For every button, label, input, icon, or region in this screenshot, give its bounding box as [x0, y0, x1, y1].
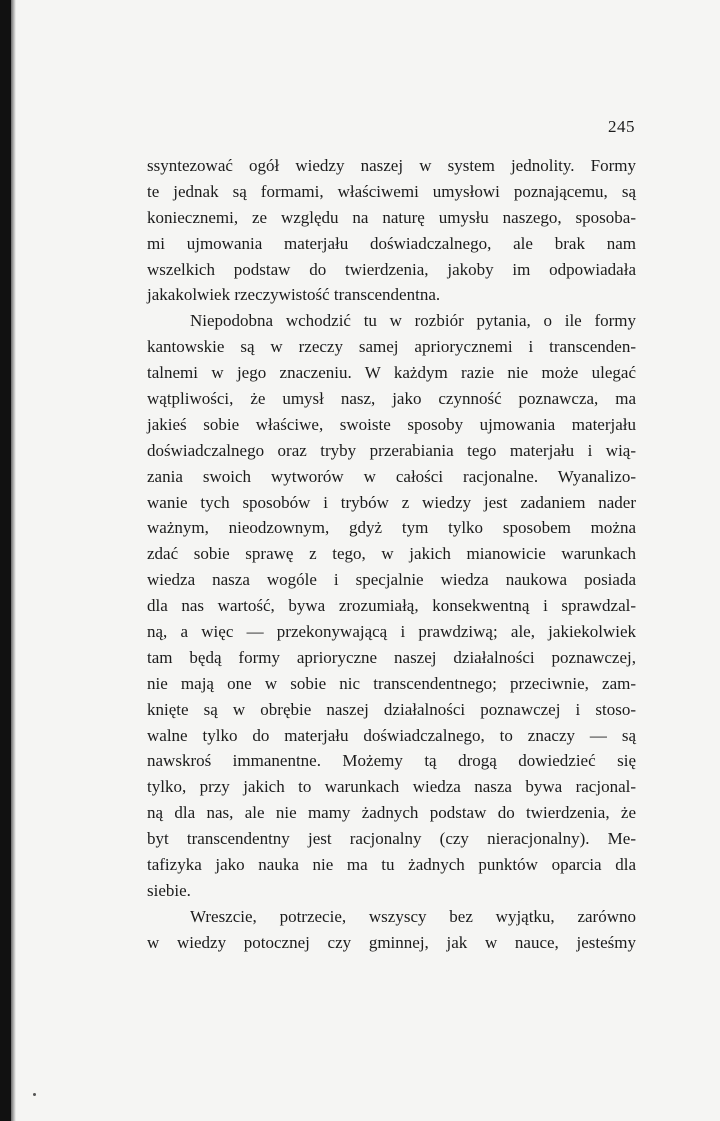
paragraph: [147, 904, 636, 956]
text-line: nawskroś immanentne. Możemy tą drogą dowiedzieć się: [147, 751, 636, 771]
text-line: wanie tych sposobów i trybów z wiedzy jest zadaniem nader: [147, 492, 636, 512]
text-line: koniecznemi, ze względu na naturę umysłu naszego, sposoba-: [147, 207, 636, 227]
paragraph: [147, 308, 636, 903]
text-line: zania swoich wytworów w całości racjonalne. Wyanalizo-: [147, 466, 636, 486]
scan-speck: [33, 1093, 36, 1096]
text-line: tylko, przy jakich to warunkach wiedza nasza bywa racjonal-: [147, 777, 636, 797]
text-line: tafizyka jako nauka nie ma tu żadnych punktów oparcia dla: [147, 855, 636, 875]
text-line: doświadczalnego oraz tryby przerabiania tego materjału i wią-: [147, 440, 636, 460]
text-line: Wreszcie, potrzecie, wszyscy bez wyjątku, zarówno: [190, 906, 636, 926]
text-line: ną dla nas, ale nie mamy żadnych podstaw do twierdzenia, że: [147, 803, 636, 823]
text-line: te jednak są formami, właściwemi umysłowi poznającemu, są: [147, 181, 636, 201]
text-line: Niepodobna wchodzić tu w rozbiór pytania, o ile formy: [190, 311, 636, 331]
text-line: tam będą formy aprioryczne naszej działalności poznawczej,: [147, 647, 636, 667]
text-line: wątpliwości, że umysł nasz, jako czynność poznawcza, ma: [147, 389, 636, 409]
text-line: ważnym, nieodzownym, gdyż tym tylko sposobem można: [147, 518, 636, 538]
text-line: wszelkich podstaw do twierdzenia, jakoby im odpowiadała: [147, 259, 636, 279]
text-line: byt transcendentny jest racjonalny (czy nieracjonalny). Me-: [147, 829, 636, 849]
paragraph: [147, 153, 636, 308]
text-line: kantowskie są w rzeczy samej apriorycznemi i transcenden-: [147, 337, 636, 357]
page-number: 245: [608, 117, 635, 136]
text-line: jakieś sobie właściwe, swoiste sposoby ujmowania materjału: [147, 414, 636, 434]
text-line: nie mają one w sobie nic transcendentnego; przeciwnie, zam-: [147, 673, 636, 693]
text-line: mi ujmowania materjału doświadczalnego, ale brak nam: [147, 233, 636, 253]
text-line: w wiedzy potocznej czy gminnej, jak w nauce, jesteśmy: [147, 932, 636, 952]
text-line: ną, a więc — przekonywającą i prawdziwą; ale, jakiekolwiek: [147, 622, 636, 642]
text-line: dla nas wartość, bywa zrozumiałą, konsekwentną i sprawdzal-: [147, 596, 636, 616]
text-line: siebie.: [147, 880, 191, 900]
text-line: wiedza nasza wogóle i specjalnie wiedza naukowa posiada: [147, 570, 636, 590]
book-spine-edge: [0, 0, 11, 1121]
text-line: jakakolwiek rzeczywistość transcendentna.: [147, 285, 441, 305]
spine-shadow: [11, 0, 16, 1121]
text-line: knięte są w obrębie naszej działalności poznawczej i stoso-: [147, 699, 636, 719]
text-line: talnemi w jego znaczeniu. W każdym razie nie może ulegać: [147, 363, 636, 383]
body-text: [147, 153, 636, 956]
text-line: ssyntezować ogół wiedzy naszej w system jednolity. Formy: [147, 156, 636, 175]
text-line: zdać sobie sprawę z tego, w jakich mianowicie warunkach: [147, 544, 636, 564]
text-line: walne tylko do materjału doświadczalnego, to znaczy — są: [147, 725, 636, 745]
